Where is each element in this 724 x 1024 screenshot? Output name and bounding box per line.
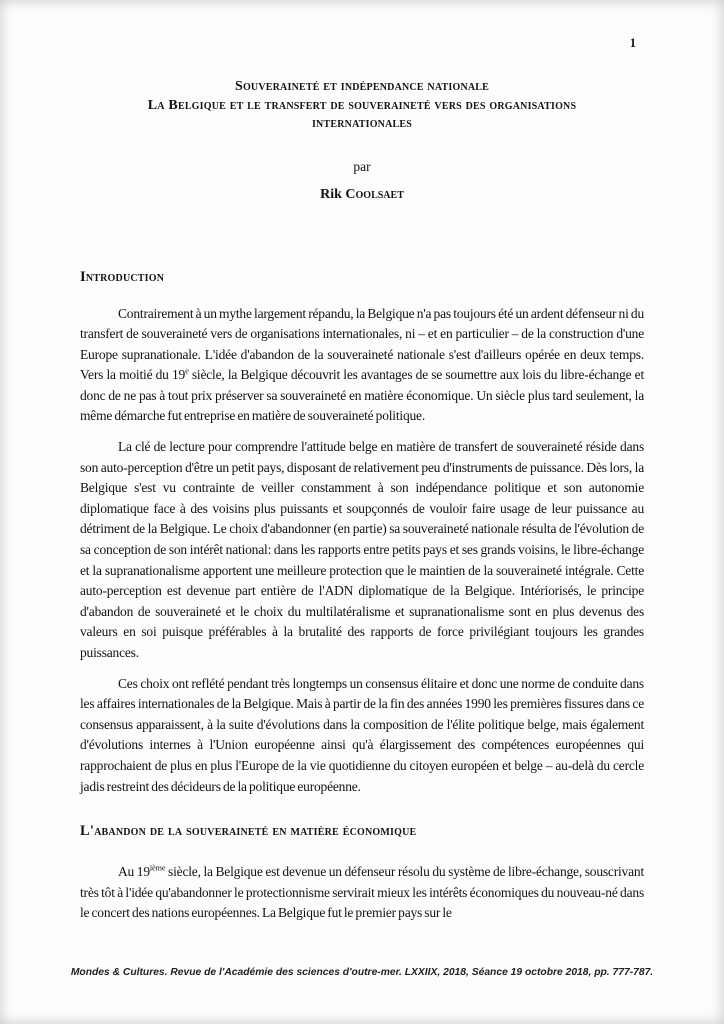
author-first-name: Rik xyxy=(320,186,342,202)
document-title xyxy=(80,0,644,134)
page-number: 1 xyxy=(629,36,636,50)
paragraph-1-text-b: siècle, la Belgique découvrit les avantages de se soumettre aux lois du libre-échange et donc de ne pas à tout prix préserver sa souveraineté en matière économique. Un siècle plus tard seulement, la même démarche fut entreprise en matière de souveraineté politique. xyxy=(80,367,645,424)
author-last-name: Coolsaet xyxy=(345,186,404,202)
paragraph-1-superscript: e xyxy=(185,366,189,376)
paragraph-4-superscript: ième xyxy=(149,863,166,873)
paragraph-4-text-a: Au 19 xyxy=(118,864,150,880)
title-line-3: internationales xyxy=(311,116,413,131)
title-line-1: Souveraineté et indépendance nationale xyxy=(234,79,490,94)
paragraph-2: La clé de lecture pour comprendre l'attitude belge en matière de transfert de souveraineté réside dans son auto-perception d'être un petit pays, disposant de relativement peu d'instruments de puissance. Dès lors, la Belgique s'est vu contrainte de veiller constamment à son indépendance politique et son autonomie diplomatique face à des voisins plus puissants et soupçonnés de vouloir faire usage de leur puissance au détriment de la Belgique. Le choix d'abandonner (en partie) sa souveraineté nationale résulta de l'évolution de sa conception de son intérêt national: dans les rapports entre petits pays et ses grands voisins, le libre-échange et la supranationalisme apportent une meilleure protection que le maintien de la souveraineté intégrale. Cette auto-perception est devenue part entière de l'ADN diplomatique de la Belgique. Intériorisés, le principe d'abandon de souveraineté et le choix du multilatéralisme et supranationalisme sont en plus devenus des valeurs en soi puisque préférables à la brutalité des rapports de force privilégiant toujours les grandes puissances. xyxy=(80,439,644,660)
paragraph-1-text-a: Contrairement à un mythe largement répandu, la Belgique n'a pas toujours été un ardent défenseur ni du transfert de souveraineté vers de organisations internationales, ni – et en particulier – de la construction d'une Europe supranationale. L'idée d'abandon de la souveraineté nationale s'est d'ailleurs opérée en deux temps. Vers la moitié du 19 xyxy=(80,305,644,383)
journal-footer: Mondes & Cultures. Revue de l'Académie des sciences d'outre-mer. LXXIIX, 2018, Séance 19 octobre 2018, pp. 777-787. xyxy=(70,967,654,978)
section-heading-introduction: Introduction xyxy=(80,268,165,285)
byline-prefix: par xyxy=(353,158,371,174)
paragraph-3: Ces choix ont reflété pendant très longtemps un consensus élitaire et donc une norme de conduite dans les affaires internationales de la Belgique. Mais à partir de la fin des années 1990 les premières fissures dans ce consensus apparaissent, à la suite d'évolutions dans la composition de l'élite politique belge, mais également d'évolutions internes à l'Union européenne ainsi qu'à élargissement des compétences européennes qui rapprochaient de plus en plus l'Europe de la vie quotidienne du citoyen européen et belge – au-delà du cercle jadis restreint des décideurs de la politique européenne. xyxy=(80,675,644,794)
author-name xyxy=(80,187,644,203)
section-heading-economic: L'abandon de la souveraineté en matière économique xyxy=(80,823,417,840)
paragraph-4 xyxy=(80,862,644,924)
title-line-2: La Belgique et le transfert de souveraineté vers des organisations xyxy=(147,97,577,113)
paragraph-1 xyxy=(80,304,644,428)
paragraph-4-text-b: siècle, la Belgique est devenue un défenseur résolu du système de libre-échange, souscrivant très tôt à l'idée qu'abandonner le protectionnisme servirait mieux les intérêts économiques du nouveau-né dans le concert des nations européennes. La Belgique fut le premier pays sur le xyxy=(80,864,644,921)
